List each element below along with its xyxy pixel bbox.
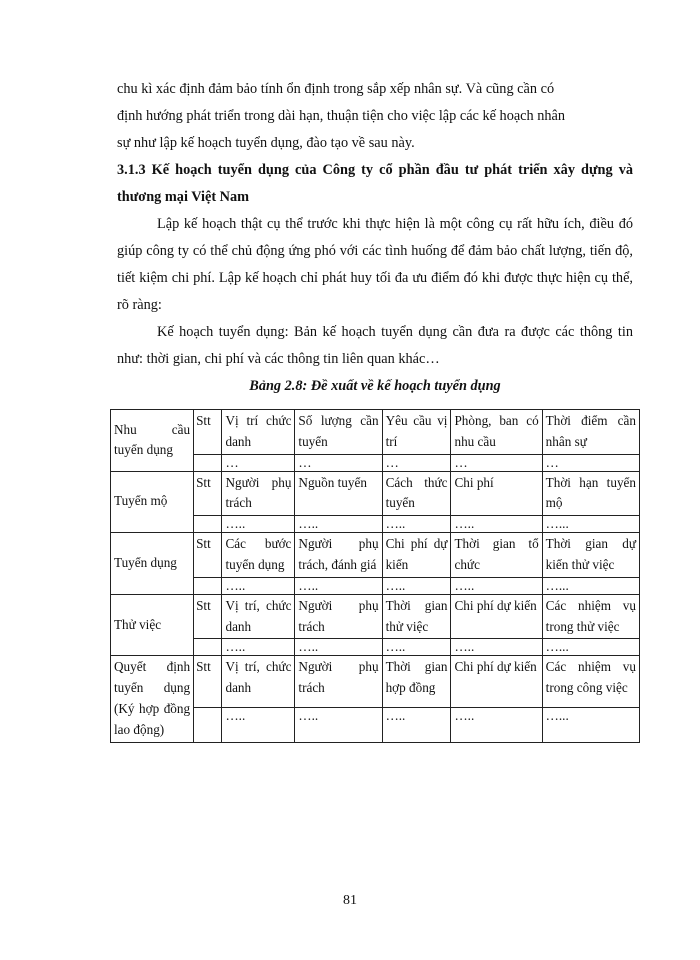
dots-cell: ….. (295, 639, 382, 656)
header-cell: Các nhiệm vụ trong thử việc (542, 594, 639, 639)
header-cell: Số lượng cần tuyển (295, 410, 382, 455)
table-row (111, 533, 640, 578)
category-cell: Nhu cầu tuyển dụng (111, 410, 194, 472)
empty-cell (194, 577, 222, 594)
page-number: 81 (343, 893, 357, 908)
empty-cell (194, 516, 222, 533)
stt-cell: Stt (194, 594, 222, 639)
dots-cell: ….. (451, 639, 542, 656)
empty-cell (194, 707, 222, 742)
header-cell: Các nhiệm vụ trong công việc (542, 656, 639, 707)
paragraph-line: chu kì xác định đảm bảo tính ổn định trong sắp xếp nhân sự. Và cũng cần có (117, 81, 555, 97)
category-cell: Quyết định tuyển dụng (Ký hợp đồng lao động) (111, 656, 194, 742)
header-cell: Chi phí (451, 471, 542, 516)
dots-cell: ….. (222, 707, 295, 742)
header-cell: Thời điểm cần nhân sự (542, 410, 639, 455)
dots-cell: … (382, 454, 451, 471)
dots-cell: ….. (222, 639, 295, 656)
paragraph-line: sự như lập kế hoạch tuyển dụng, đào tạo về sau này. (117, 135, 415, 151)
stt-cell: Stt (194, 471, 222, 516)
dots-cell: ….. (382, 639, 451, 656)
stt-cell: Stt (194, 533, 222, 578)
header-cell: Cách thức tuyển (382, 471, 451, 516)
dots-cell: ….. (295, 516, 382, 533)
empty-cell (194, 639, 222, 656)
header-cell: Thời gian thử việc (382, 594, 451, 639)
dots-cell: …... (542, 577, 639, 594)
header-cell: Người phụ trách (295, 594, 382, 639)
table-row (111, 594, 640, 639)
section-heading: 3.1.3 Kế hoạch tuyển dụng của Công ty cổ phần đầu tư phát triển xây dựng và thương mại Việt Nam (117, 162, 633, 205)
header-cell: Vị trí, chức danh (222, 594, 295, 639)
category-cell: Tuyển dụng (111, 533, 194, 595)
dots-cell: ….. (382, 516, 451, 533)
recruitment-plan-table (110, 409, 640, 743)
dots-cell: …... (542, 707, 639, 742)
table-caption: Bảng 2.8: Đề xuất về kế hoạch tuyển dụng (249, 378, 501, 394)
paragraph-line: định hướng phát triển trong dài hạn, thuận tiện cho việc lập các kế hoạch nhân (117, 108, 566, 124)
header-cell: Người phụ trách (295, 656, 382, 707)
dots-cell: …... (542, 639, 639, 656)
paragraph: Kế hoạch tuyển dụng: Bản kế hoạch tuyển dụng cần đưa ra được các thông tin như: thời gian, chi phí và các thông tin liên quan khác… (117, 324, 633, 367)
header-cell: Phòng, ban có nhu cầu (451, 410, 542, 455)
dots-cell: ….. (382, 577, 451, 594)
header-cell: Chi phí dự kiến (382, 533, 451, 578)
header-cell: Người phụ trách (222, 471, 295, 516)
category-cell: Tuyển mộ (111, 471, 194, 533)
header-cell: Vị trí chức danh (222, 410, 295, 455)
table-row (111, 410, 640, 455)
dots-cell: … (542, 454, 639, 471)
header-cell: Yêu cầu vị trí (382, 410, 451, 455)
table-row (111, 471, 640, 516)
dots-cell: ….. (451, 707, 542, 742)
category-cell: Thử việc (111, 594, 194, 656)
dots-cell: ….. (295, 577, 382, 594)
header-cell: Chi phí dự kiến (451, 656, 542, 707)
stt-cell: Stt (194, 410, 222, 455)
dots-cell: ….. (222, 516, 295, 533)
header-cell: Nguồn tuyển (295, 471, 382, 516)
dots-cell: …... (542, 516, 639, 533)
dots-cell: … (451, 454, 542, 471)
dots-cell: ….. (451, 577, 542, 594)
header-cell: Người phụ trách, đánh giá (295, 533, 382, 578)
dots-cell: … (222, 454, 295, 471)
stt-cell: Stt (194, 656, 222, 707)
document-body (117, 76, 633, 399)
empty-cell (194, 454, 222, 471)
header-cell: Vị trí, chức danh (222, 656, 295, 707)
paragraph: Lập kế hoạch thật cụ thể trước khi thực hiện là một công cụ rất hữu ích, điều đó giúp công ty có thể chủ động ứng phó với các tình huống để đảm bảo chất lượng, tiến độ, tiết kiệm chi phí. Lập kế hoạch chỉ phát huy tối đa ưu điểm đó khi được thực hiện cụ thể, rõ ràng: (117, 216, 633, 313)
header-cell: Chi phí dự kiến (451, 594, 542, 639)
table-row (111, 656, 640, 707)
header-cell: Các bước tuyển dụng (222, 533, 295, 578)
header-cell: Thời hạn tuyển mộ (542, 471, 639, 516)
dots-cell: ….. (382, 707, 451, 742)
header-cell: Thời gian dự kiến thử việc (542, 533, 639, 578)
dots-cell: … (295, 454, 382, 471)
header-cell: Thời gian tổ chức (451, 533, 542, 578)
header-cell: Thời gian hợp đồng (382, 656, 451, 707)
dots-cell: ….. (222, 577, 295, 594)
dots-cell: ….. (295, 707, 382, 742)
dots-cell: ….. (451, 516, 542, 533)
